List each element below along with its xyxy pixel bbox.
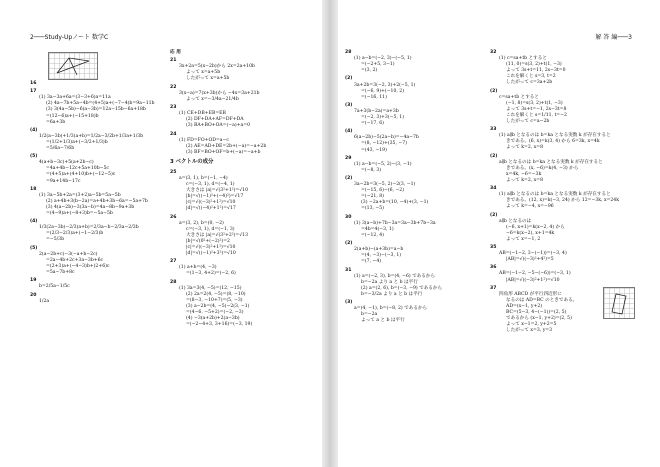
problem-number: 19	[30, 278, 37, 284]
solution-line: よって x=−3/4a−21/4b	[186, 96, 239, 102]
column-3	[345, 50, 483, 327]
problem-number: (5)	[30, 154, 38, 160]
problem-number: (3)	[345, 102, 353, 108]
problem-item	[30, 89, 165, 125]
solution-line: (1) FD=FO+OD=a−c	[179, 137, 229, 143]
solution-line: 6(a−2b)−5(2a−b)=−4a−7b	[354, 135, 419, 141]
solution-line: (1) c=sa+tb とすると	[499, 56, 547, 62]
solution-line: =(8, −12)+(35, −7)	[361, 141, 407, 147]
solution-line: =4a+4b−12c+5a+10b−5c	[46, 166, 109, 172]
problem-number: 25	[170, 169, 177, 175]
solution-line: =(43, −19)	[361, 147, 387, 153]
problem-item	[490, 154, 635, 184]
solution-line: =(−21, 8)	[361, 194, 384, 200]
problem-item	[30, 219, 165, 243]
solution-line: 1/3(2a−3b)−2/3(a+b)=2/3a−b−2/3a−2/3b	[39, 225, 139, 231]
solution-line: =(2/3−2/3)a+(−1−2/3)b	[46, 231, 104, 237]
problem-number: 22	[170, 84, 177, 90]
solution-line: |c|=√((−3)²+1²)=√10	[186, 200, 236, 206]
problem-item	[345, 156, 483, 174]
solution-line: b=−3/2a より a と b は平行	[361, 291, 423, 297]
problem-item	[30, 128, 165, 152]
solution-line: (2) 2a=2(4, −5)=(8, −10)	[186, 291, 246, 297]
problem-item	[170, 50, 315, 56]
solution-line: (2) AE=AD+DE=2b+(−a)=−a+2b	[186, 143, 267, 149]
problem-item	[30, 154, 165, 184]
solution-line: よって k=2, x=8	[506, 177, 544, 183]
grid-figure	[48, 52, 98, 80]
solution-line: =(4+5)a+(4+10)b+(−12−5)c	[46, 172, 116, 178]
section-heading: 3 ベクトルの成分	[170, 158, 214, 165]
solution-line: =(4−6, −5+2)=(−2, −3)	[186, 309, 244, 315]
solution-line: AD=(x−1, y+2)	[506, 303, 543, 309]
solution-line: (3) a−2b=(4, −5)−2(3, −1)	[186, 303, 250, 309]
solution-line: =(−8, 3)	[361, 167, 382, 173]
solution-line: 3a+2b=3(−2, 3)+2(−5, 1)	[354, 82, 416, 88]
solution-line: (1) CE+DB+EB=EB	[179, 111, 226, 117]
solution-line: (3) 4(a−2b)−3(3a−b)=4a−8b−9a+3b	[46, 204, 135, 210]
solution-line: きである。(12, x)=k(−3, 24) から 12=−3k, x=24k	[506, 198, 620, 204]
problem-number: (2)	[345, 241, 353, 247]
solution-line: したがって c=a−2b	[506, 118, 550, 124]
solution-line: |b|=√((−1)²+(−4)²)=√17	[186, 194, 244, 200]
problem-item	[345, 268, 483, 298]
solution-line: c=(−3, 1), d=(−1, 3)	[186, 226, 235, 232]
solution-line: =(12−6)a+(−15+18)b	[46, 113, 99, 119]
solution-line: BC=(5−3, 4−(−1))=(2, 5)	[506, 310, 567, 315]
solution-line: =(−2, 3)+3(−5, 1)	[361, 115, 405, 120]
solution-line: =5a−7b+8c	[46, 269, 75, 275]
solution-line: =(1−3, 4+2)=(−2, 6)	[186, 271, 236, 277]
solution-line: (1) a+b=(4, −3)	[179, 265, 217, 271]
solution-line: =(−2−4+3, 3+16)=(−3, 19)	[186, 321, 253, 327]
solution-line: c=sa+tb とすると	[499, 94, 539, 100]
problem-item	[345, 241, 483, 265]
solution-line: よって k=2, x=8	[506, 145, 544, 151]
problem-number: 26	[170, 214, 177, 220]
solution-line: 3a−2b=3(−5, 2)−2(3, −1)	[354, 182, 416, 188]
problem-number: (2)	[490, 153, 498, 159]
solution-line: =(−12, 4)	[361, 232, 384, 238]
solution-line: (2) 4a−7b+5a−4b=(4+5)a+(−7−4)b=9a−11b	[46, 101, 155, 107]
solution-line: (1) 3a−5b+2a=(3+2)a−5b=5a−5b	[39, 192, 121, 198]
problem-item	[345, 215, 483, 239]
solution-line: 四角形 ABCD が平行四辺形に	[499, 291, 562, 297]
problem-item	[30, 246, 165, 276]
solution-line: (2) a+4b+3(b−2a)=a+4b+3b−6a=−5a+7b	[46, 198, 148, 204]
problem-number: 27	[170, 259, 177, 265]
problem-number: 37	[490, 285, 497, 291]
problem-item	[490, 186, 635, 210]
solution-line: よって x−1=2, y+2=5	[506, 322, 557, 328]
problem-number: (4)	[30, 219, 38, 225]
solution-line: なるのは AD=BC のときである。	[506, 297, 578, 303]
solution-line: (1) a∥b となるのは b=ka となる実数 k が存在すると	[499, 192, 611, 198]
solution-line: AB=(−1−2, 3−(−1))=(−3, 4)	[499, 251, 567, 257]
solution-line: a∥b となるのは	[499, 218, 532, 224]
solution-line: =(−15, 6)−(6, −2)	[361, 188, 405, 194]
solution-line: (2) DF+DA+AF=DF+DA	[186, 117, 244, 123]
problem-item	[170, 170, 315, 212]
problem-number: (5)	[30, 245, 38, 251]
problem-item	[170, 280, 315, 329]
problem-item	[170, 58, 315, 82]
solution-line: =4b=4(−3, 1)	[361, 226, 394, 232]
problem-number: 28	[345, 50, 352, 55]
solution-line: (3) −2a+b=(10, −4)+(3, −1)	[361, 200, 429, 206]
problem-item	[30, 278, 165, 290]
solution-line: 2(a+b)−(a+3b)=a−b	[354, 247, 404, 253]
solution-line: これを解くと s=3, t=2	[506, 74, 556, 80]
problem-item	[490, 265, 635, 283]
solution-line: (1) 3a=3(4, −5)=(12, −15)	[179, 285, 242, 291]
solution-line: =(−16, 11)	[361, 94, 387, 100]
solution-line: b=−2a より a と b は平行	[361, 279, 418, 285]
solution-line: (11, 0)=s(3, 2)+t(1, −3)	[506, 62, 562, 68]
solution-line: (3) BF=BO+OF=b+(−a)=−a+b	[186, 149, 261, 155]
problem-number: (4)	[345, 129, 353, 135]
problem-item	[345, 300, 483, 324]
solution-line: (−6, x+1)=k(x−2, 4) から	[506, 224, 565, 230]
problem-number: 34	[490, 186, 497, 192]
solution-line: =(13, −5)	[361, 206, 384, 212]
column-2	[170, 50, 315, 330]
solution-line: =(−2+5, 3−1)	[361, 62, 395, 68]
problem-item	[345, 103, 483, 127]
solution-line: =6a+3b	[46, 119, 66, 125]
solution-line: 7a+3(b−2a)=a+3b	[354, 108, 399, 114]
solution-line: 2(a−2b+c)−3(−a+b−2c)	[39, 251, 98, 257]
problem-item	[490, 286, 635, 335]
solution-line: よって 3s+t=11, 2s−3t=0	[506, 68, 566, 74]
problem-item	[490, 50, 635, 86]
solution-line: b=−2a	[361, 312, 378, 318]
solution-line: よって k=−4, x=−96	[506, 204, 554, 210]
solution-line: 3x+2a=5(x−2b)から 2x=2a+10b	[179, 64, 255, 70]
solution-line: (1) a−b=(−5, 2)−(3, −1)	[354, 161, 412, 167]
solution-line: これを解くと s=1/11, t=−2	[506, 112, 567, 118]
solution-line: (3) 3(4a−5b)−6(a−3b)=12a−15b−6a+18b	[46, 107, 146, 113]
solution-line: a=(3, 1), b=(−1, −4)	[179, 175, 228, 181]
problem-item	[170, 85, 315, 103]
solution-line: (1) 3a−3a+6a=(3−3+6)a=11a	[39, 95, 111, 101]
solution-line: =(4, −3)−(−3, 1)	[361, 253, 402, 259]
solution-line: きである。(x, −6)=k(4, −3) から	[506, 165, 579, 171]
problem-item	[30, 50, 165, 87]
problem-item	[490, 213, 635, 243]
solution-line: よって a と b は平行	[361, 318, 405, 324]
book-gutter	[322, 0, 338, 467]
solution-line: a=(4, −1), b=(−8, 2) であるから	[354, 306, 428, 312]
column-4	[490, 50, 635, 336]
grid-figure	[603, 287, 635, 319]
solution-line: |d|=√((−1)²+3²)=√10	[186, 250, 236, 256]
problem-number: (2)	[490, 88, 498, 94]
solution-line: |AB|=√((−3)²+4²)=5	[506, 257, 554, 263]
solution-line: よって 3s+t=−1, 2s−3t=8	[506, 106, 567, 112]
problem-item	[170, 159, 315, 166]
problem-item	[30, 293, 165, 305]
solution-line: =(−6, 9)+(−10, 2)	[361, 88, 405, 94]
solution-line: =(7, −4)	[361, 259, 382, 265]
problem-number: (4)	[30, 127, 38, 133]
problem-item	[345, 176, 483, 212]
solution-line: (1) a∥b となるのは b=ka となる実数 k が存在すると	[499, 133, 611, 139]
problem-number: (2)	[345, 176, 353, 182]
solution-line: a∥b となるのは b=ka となる実数 k が存在すると	[499, 159, 603, 165]
problem-number: 28	[170, 279, 177, 285]
solution-line: −6=k(x−2), x+1=4k	[506, 230, 555, 236]
problem-item	[490, 127, 635, 151]
problem-item	[30, 187, 165, 217]
solution-line: |b|=√(0²+(−2)²)=2	[186, 238, 230, 244]
solution-line: =(2+3)a+(−4−3)b+(2+6)c	[46, 263, 110, 269]
problem-number: 23	[170, 105, 177, 111]
problem-item	[170, 215, 315, 257]
problem-item	[490, 89, 635, 125]
solution-line: 大きさは |a|=√(3²+1²)=√10	[186, 188, 249, 194]
problem-number: (3)	[345, 300, 353, 306]
solution-line: (2) a=(2, 6), b=(−3, −9) であるから	[361, 285, 443, 291]
problem-number: 35	[490, 245, 497, 250]
problem-number: 30	[345, 214, 352, 220]
problem-item	[345, 129, 483, 153]
problem-number: 16	[30, 81, 37, 86]
problem-item	[345, 50, 483, 74]
problem-item	[170, 132, 315, 156]
problem-item	[345, 76, 483, 100]
problem-number: 24	[170, 131, 177, 137]
solution-line: よって x=−1, 2	[506, 236, 541, 242]
solution-line: (3) BA+BO+OA=(−a)+a=0	[186, 123, 251, 129]
solution-line: (1) a=(−2, 3), b=(4, −6) であるから	[354, 273, 436, 279]
solution-line: =5/6a−7/6b	[46, 146, 75, 151]
solution-line: =9a+14b−17c	[46, 178, 81, 184]
column-1	[30, 50, 165, 307]
solution-line: AB=(−1−2, −5−(−6))=(−3, 1)	[499, 271, 571, 277]
problem-number: 29	[345, 155, 352, 161]
solution-line: (−1, 8)=s(3, 2)+t(1, −3)	[506, 100, 563, 106]
problem-number: 応 用	[170, 50, 181, 55]
solution-line: 1/2(a−3b)+1/3(a+b)=1/2a−3/2b+1/3a+1/3b	[39, 133, 144, 139]
solution-line: x=4k, −6=−3k	[506, 171, 542, 177]
solution-line: =(3, 2)	[361, 68, 378, 74]
solution-line: であるから (x−1, y+2)=(2, 5)	[506, 316, 572, 322]
problem-number: 36	[490, 265, 497, 271]
solution-line: =−5/3b	[46, 237, 65, 243]
solution-line: 4(a+b−3c)+5(a+2b−c)	[39, 160, 94, 166]
solution-line: (1) a−b=(−2, 3)−(−5, 1)	[354, 56, 412, 62]
problem-number: 32	[490, 50, 497, 55]
problem-number: 21	[170, 58, 177, 64]
solution-line: (1) 3(a−b)+7b−3a=3a−3b+7b−3a	[354, 220, 436, 226]
solution-line: したがって c=3a+2b	[506, 80, 553, 86]
problem-item	[170, 259, 315, 277]
solution-line: =(4−9)a+(−8+3)b=−5a−5b	[46, 211, 113, 216]
solution-line: b=2/5a−1/5c	[39, 284, 70, 290]
solution-line: 1/2a	[39, 298, 50, 304]
solution-line: きである。(6, x)=k(3, 4) から 6=3k, x=4k	[506, 139, 600, 145]
problem-item	[170, 105, 315, 129]
solution-line: c=(−3, 1), d=(−4, 1)	[186, 182, 235, 187]
solution-line: |c|=√((−3)²+1²)=√10	[186, 244, 236, 250]
solution-line: 3(x−a)=7(x+3b)から −4x=3a+21b	[179, 90, 260, 96]
problem-number: 31	[345, 267, 352, 273]
solution-line: |d|=√((−4)²+1²)=√17	[186, 206, 236, 212]
solution-line: |AB|=√((−3)²+1²)=√10	[506, 277, 560, 283]
header-right: 解 答 編───3	[595, 34, 632, 41]
solution-line: 大きさは |a|=√(3²+2²)=√13	[186, 232, 249, 238]
problem-number: 33	[490, 127, 497, 133]
solution-line: =2a−4b+2c+3a−3b+6c	[46, 257, 104, 263]
problem-number: 20	[30, 292, 37, 298]
solution-line: =(1/2+1/3)a+(−3/2+1/3)b	[46, 139, 108, 145]
solution-line: =(−17, 6)	[361, 121, 384, 127]
solution-line: よって x=a+5b	[186, 70, 221, 76]
solution-line: したがって x=a+5b	[186, 76, 230, 82]
problem-number: (2)	[490, 212, 498, 218]
solution-line: =(8−3, −10+7)=(5, −3)	[186, 297, 243, 303]
solution-line: (4) −3(a+2b)+2(a−3b)	[186, 315, 240, 321]
problem-item	[490, 245, 635, 263]
problem-number: 17	[30, 89, 37, 95]
header-left: 2───Study-Upノート 数学C	[30, 34, 109, 41]
problem-number: (2)	[345, 76, 353, 82]
solution-line: したがって x=3, y=3	[506, 328, 553, 334]
problem-number: 18	[30, 186, 37, 192]
solution-line: a=(3, 2), b=(0, −2)	[179, 220, 224, 226]
